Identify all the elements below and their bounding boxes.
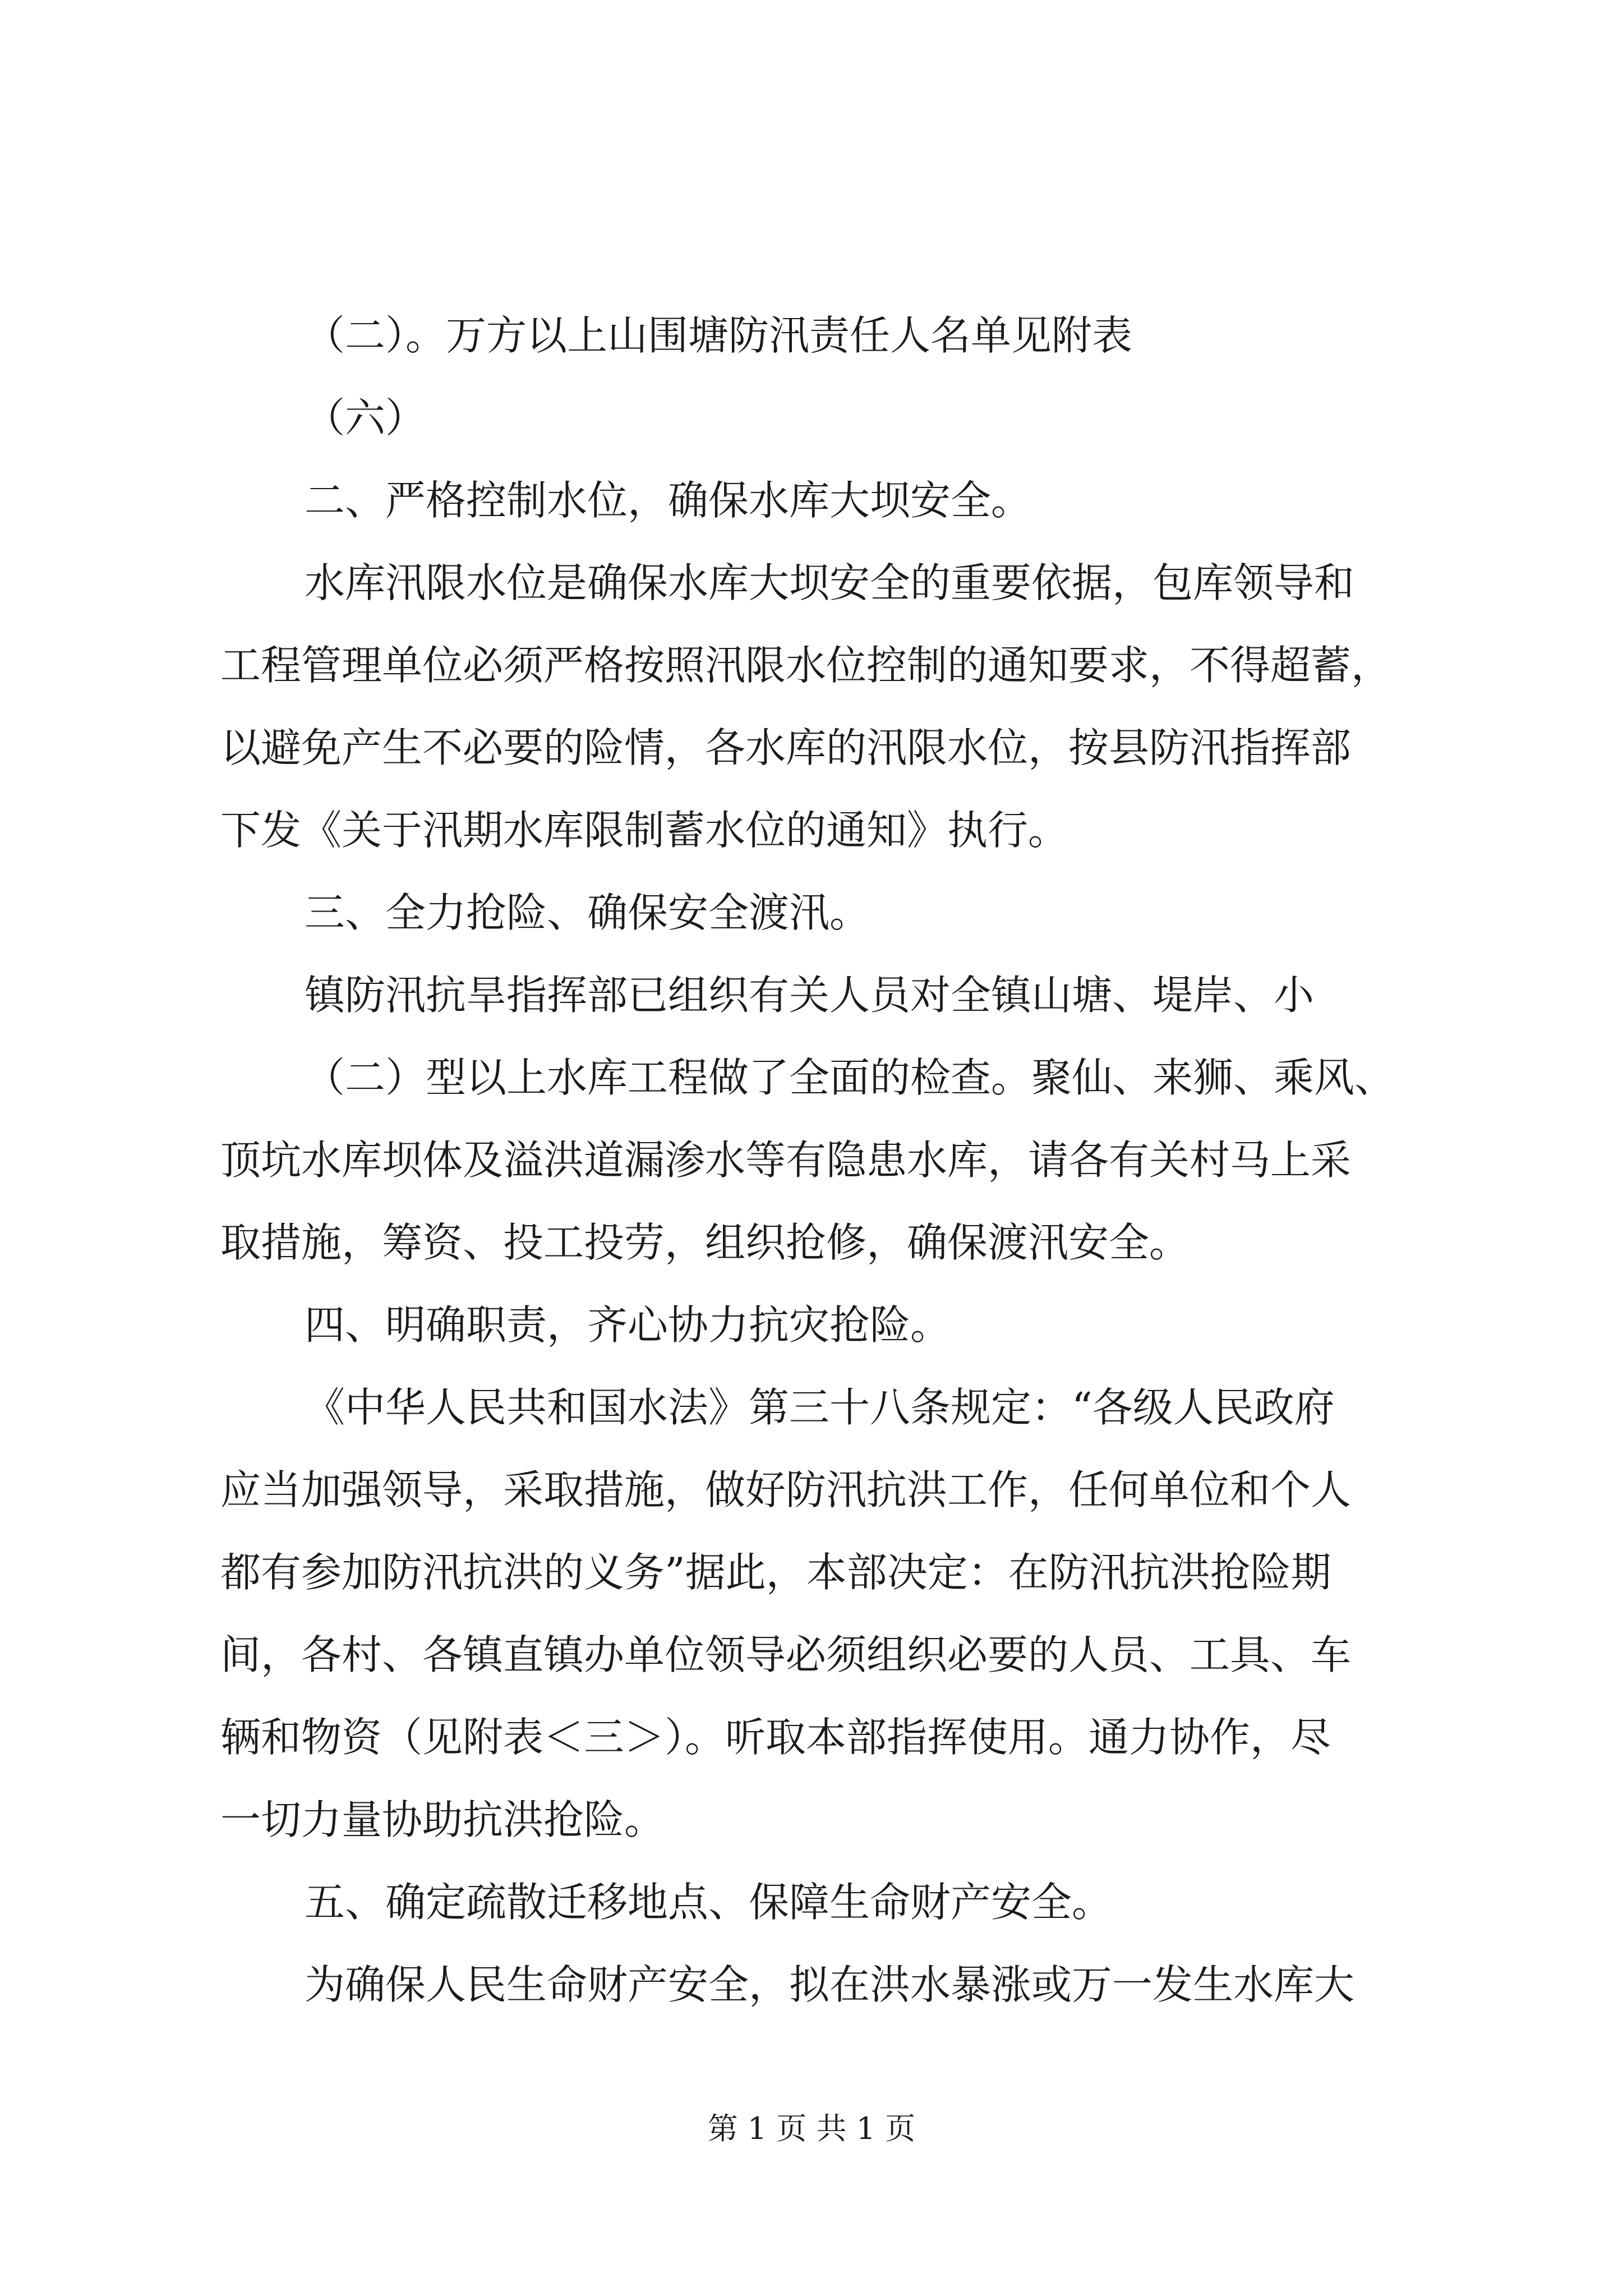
text-line: 为确保人民生命财产安全，拟在洪水暴涨或万一发生水库大 (305, 1961, 1355, 2008)
text-line: 取措施，筹资、投工投劳，组织抢修，确保渡汛安全。 (220, 1219, 1190, 1266)
section-heading: 四、明确职责，齐心协力抗灾抢险。 (305, 1301, 951, 1349)
section-heading: 五、确定疏散迁移地点、保障生命财产安全。 (305, 1879, 1113, 1926)
text-line: 《中华人民共和国水法》第三十八条规定：“各级人民政府 (305, 1384, 1335, 1431)
text-line: （六） (305, 394, 426, 441)
page-number-footer: 第 1 页 共 1 页 (707, 2111, 916, 2146)
text-line: 下发《关于汛期水库限制蓄水位的通知》执行。 (220, 807, 1069, 854)
text-line: 水库汛限水位是确保水库大坝安全的重要依据，包库领导和 (305, 559, 1355, 606)
text-line: （二）型以上水库工程做了全面的检查。聚仙、来狮、乘风、 (305, 1054, 1395, 1101)
text-line: 辆和物资（见附表＜三＞）。听取本部指挥使用。通力协作，尽 (220, 1714, 1331, 1761)
section-heading: 二、严格控制水位，确保水库大坝安全。 (305, 477, 1032, 524)
text-line: 都有参加防汛抗洪的义务”据此，本部决定：在防汛抗洪抢险期 (220, 1549, 1331, 1596)
text-line: 一切力量协助抗洪抢险。 (220, 1796, 665, 1843)
text-line: 间，各村、各镇直镇办单位领导必须组织必要的人员、工具、车 (220, 1631, 1352, 1678)
section-heading: 三、全力抢险、确保安全渡汛。 (305, 889, 870, 936)
text-line: 应当加强领导，采取措施，做好防汛抗洪工作，任何单位和个人 (220, 1466, 1352, 1513)
text-line: 以避免产生不必要的险情，各水库的汛限水位，按县防汛指挥部 (220, 724, 1352, 771)
text-line: 顶坑水库坝体及溢洪道漏渗水等有隐患水库，请各有关村马上采 (220, 1137, 1352, 1184)
text-line: 镇防汛抗旱指挥部已组织有关人员对全镇山塘、堤岸、小 (305, 972, 1315, 1019)
text-line: 工程管理单位必须严格按照汛限水位控制的通知要求，不得超蓄， (220, 642, 1392, 689)
text-line: （二）。万方以上山围塘防汛责任人名单见附表 (305, 312, 1133, 359)
